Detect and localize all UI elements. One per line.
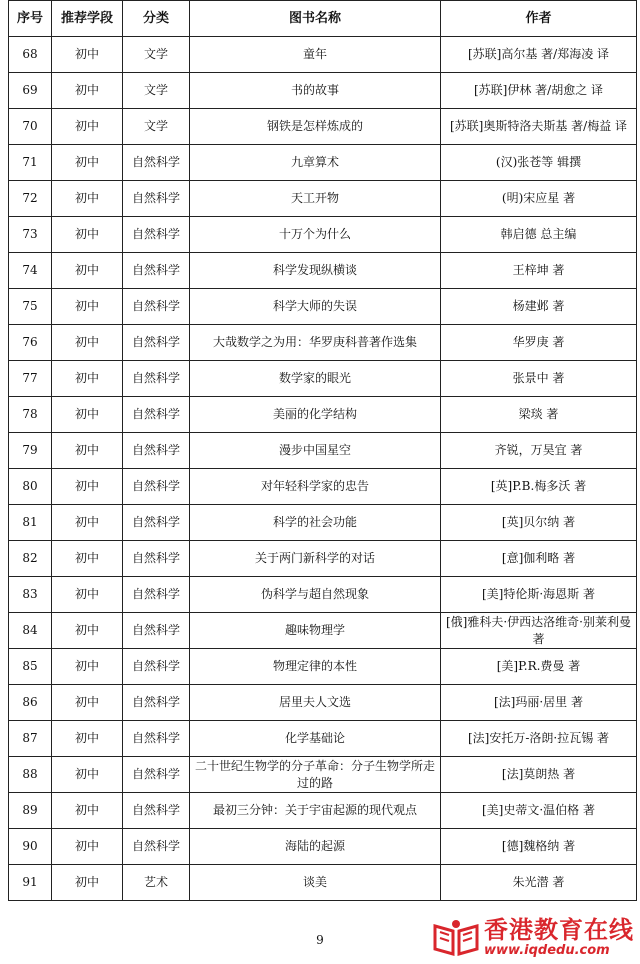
category-cell: 自然科学 [123,433,190,469]
stage-cell: 初中 [52,145,123,181]
table-row [9,505,637,541]
category-cell: 自然科学 [123,469,190,505]
title-cell: 钢铁是怎样炼成的 [190,109,441,145]
category-cell: 自然科学 [123,289,190,325]
author-cell: [意]伽利略 著 [441,541,637,577]
watermark-url: www.iqdedu.com [484,943,610,958]
table-row [9,865,637,901]
table-row [9,145,637,181]
header-number: 序号 [9,1,52,37]
header-author: 作者 [441,1,637,37]
number-cell: 72 [9,181,52,217]
number-cell: 80 [9,469,52,505]
table-row [9,37,637,73]
watermark-text: 教育在线 [534,916,634,944]
number-cell: 81 [9,505,52,541]
number-cell: 73 [9,217,52,253]
title-cell: 科学大师的失误 [190,289,441,325]
watermark-logo-text: 香港 [484,916,534,944]
header-stage: 推荐学段 [52,1,123,37]
title-cell: 谈美 [190,865,441,901]
page-number: 9 [316,933,324,947]
title-cell: 书的故事 [190,73,441,109]
number-cell: 89 [9,793,52,829]
header-category: 分类 [123,1,190,37]
table-row [9,649,637,685]
table-row [9,541,637,577]
table-row [9,217,637,253]
stage-cell: 初中 [52,109,123,145]
book-list-table [8,0,637,901]
title-cell: 化学基础论 [190,721,441,757]
stage-cell: 初中 [52,577,123,613]
stage-cell: 初中 [52,649,123,685]
table-body [9,37,637,901]
category-cell: 艺术 [123,865,190,901]
title-cell: 科学的社会功能 [190,505,441,541]
number-cell: 71 [9,145,52,181]
table-row [9,685,637,721]
stage-cell: 初中 [52,865,123,901]
title-cell: 趣味物理学 [190,613,441,649]
stage-cell: 初中 [52,721,123,757]
watermark [432,917,634,958]
category-cell: 自然科学 [123,577,190,613]
category-cell: 自然科学 [123,145,190,181]
category-cell: 自然科学 [123,721,190,757]
author-cell: [美]特伦斯·海恩斯 著 [441,577,637,613]
category-cell: 自然科学 [123,181,190,217]
stage-cell: 初中 [52,253,123,289]
category-cell: 自然科学 [123,397,190,433]
author-cell: (汉)张苍等 辑撰 [441,145,637,181]
stage-cell: 初中 [52,505,123,541]
author-cell: 王梓坤 著 [441,253,637,289]
author-cell: [俄]雅科夫·伊西达洛维奇·别莱利曼 著 [441,613,637,649]
number-cell: 82 [9,541,52,577]
author-cell: [美]史蒂文·温伯格 著 [441,793,637,829]
number-cell: 70 [9,109,52,145]
number-cell: 91 [9,865,52,901]
table-row [9,361,637,397]
title-cell: 天工开物 [190,181,441,217]
author-cell: [英]P.B.梅多沃 著 [441,469,637,505]
title-cell: 海陆的起源 [190,829,441,865]
author-cell: [德]魏格纳 著 [441,829,637,865]
title-cell: 物理定律的本性 [190,649,441,685]
title-cell: 最初三分钟：关于宇宙起源的现代观点 [190,793,441,829]
number-cell: 90 [9,829,52,865]
author-cell: [苏联]伊林 著/胡愈之 译 [441,73,637,109]
author-cell: (明)宋应星 著 [441,181,637,217]
header-title: 图书名称 [190,1,441,37]
table-row [9,325,637,361]
table-row [9,793,637,829]
number-cell: 88 [9,757,52,793]
stage-cell: 初中 [52,325,123,361]
author-cell: [美]P.R.费曼 著 [441,649,637,685]
stage-cell: 初中 [52,73,123,109]
number-cell: 68 [9,37,52,73]
category-cell: 自然科学 [123,325,190,361]
author-cell: 华罗庚 著 [441,325,637,361]
table-row [9,109,637,145]
title-cell: 美丽的化学结构 [190,397,441,433]
stage-cell: 初中 [52,361,123,397]
table-row [9,397,637,433]
number-cell: 74 [9,253,52,289]
stage-cell: 初中 [52,469,123,505]
stage-cell: 初中 [52,685,123,721]
author-cell: 杨建邺 著 [441,289,637,325]
author-cell: [法]莫朗热 著 [441,757,637,793]
author-cell: 朱光潜 著 [441,865,637,901]
category-cell: 文学 [123,109,190,145]
title-cell: 伪科学与超自然现象 [190,577,441,613]
number-cell: 83 [9,577,52,613]
title-cell: 科学发现纵横谈 [190,253,441,289]
table-row [9,73,637,109]
author-cell: 齐锐，万昊宜 著 [441,433,637,469]
table-row [9,433,637,469]
table-row [9,757,637,793]
stage-cell: 初中 [52,757,123,793]
category-cell: 自然科学 [123,685,190,721]
category-cell: 自然科学 [123,505,190,541]
number-cell: 76 [9,325,52,361]
stage-cell: 初中 [52,793,123,829]
title-cell: 童年 [190,37,441,73]
title-cell: 数学家的眼光 [190,361,441,397]
author-cell: [苏联]奥斯特洛夫斯基 著/梅益 译 [441,109,637,145]
category-cell: 自然科学 [123,361,190,397]
number-cell: 84 [9,613,52,649]
category-cell: 自然科学 [123,829,190,865]
author-cell: 韩启德 总主编 [441,217,637,253]
stage-cell: 初中 [52,397,123,433]
category-cell: 文学 [123,37,190,73]
number-cell: 79 [9,433,52,469]
number-cell: 75 [9,289,52,325]
stage-cell: 初中 [52,541,123,577]
number-cell: 78 [9,397,52,433]
category-cell: 自然科学 [123,253,190,289]
number-cell: 69 [9,73,52,109]
number-cell: 87 [9,721,52,757]
title-cell: 对年轻科学家的忠告 [190,469,441,505]
title-cell: 二十世纪生物学的分子革命：分子生物学所走过的路 [190,757,441,793]
category-cell: 自然科学 [123,793,190,829]
category-cell: 文学 [123,73,190,109]
author-cell: 梁琰 著 [441,397,637,433]
open-book-logo-icon [432,918,480,958]
category-cell: 自然科学 [123,757,190,793]
stage-cell: 初中 [52,181,123,217]
table-row [9,613,637,649]
title-cell: 九章算术 [190,145,441,181]
title-cell: 漫步中国星空 [190,433,441,469]
number-cell: 86 [9,685,52,721]
title-cell: 关于两门新科学的对话 [190,541,441,577]
title-cell: 大哉数学之为用：华罗庚科普著作选集 [190,325,441,361]
author-cell: [英]贝尔纳 著 [441,505,637,541]
title-cell: 居里夫人文选 [190,685,441,721]
stage-cell: 初中 [52,37,123,73]
author-cell: [法]玛丽·居里 著 [441,685,637,721]
author-cell: [法]安托万-洛朗·拉瓦锡 著 [441,721,637,757]
stage-cell: 初中 [52,433,123,469]
table-row [9,469,637,505]
stage-cell: 初中 [52,613,123,649]
stage-cell: 初中 [52,829,123,865]
category-cell: 自然科学 [123,649,190,685]
number-cell: 77 [9,361,52,397]
number-cell: 85 [9,649,52,685]
table-row [9,253,637,289]
table-row [9,181,637,217]
table-row [9,577,637,613]
author-cell: [苏联]高尔基 著/郑海凌 译 [441,37,637,73]
category-cell: 自然科学 [123,217,190,253]
stage-cell: 初中 [52,217,123,253]
stage-cell: 初中 [52,289,123,325]
table-header-row [9,1,637,37]
table-row [9,829,637,865]
author-cell: 张景中 著 [441,361,637,397]
title-cell: 十万个为什么 [190,217,441,253]
table-row [9,721,637,757]
category-cell: 自然科学 [123,613,190,649]
table-row [9,289,637,325]
category-cell: 自然科学 [123,541,190,577]
